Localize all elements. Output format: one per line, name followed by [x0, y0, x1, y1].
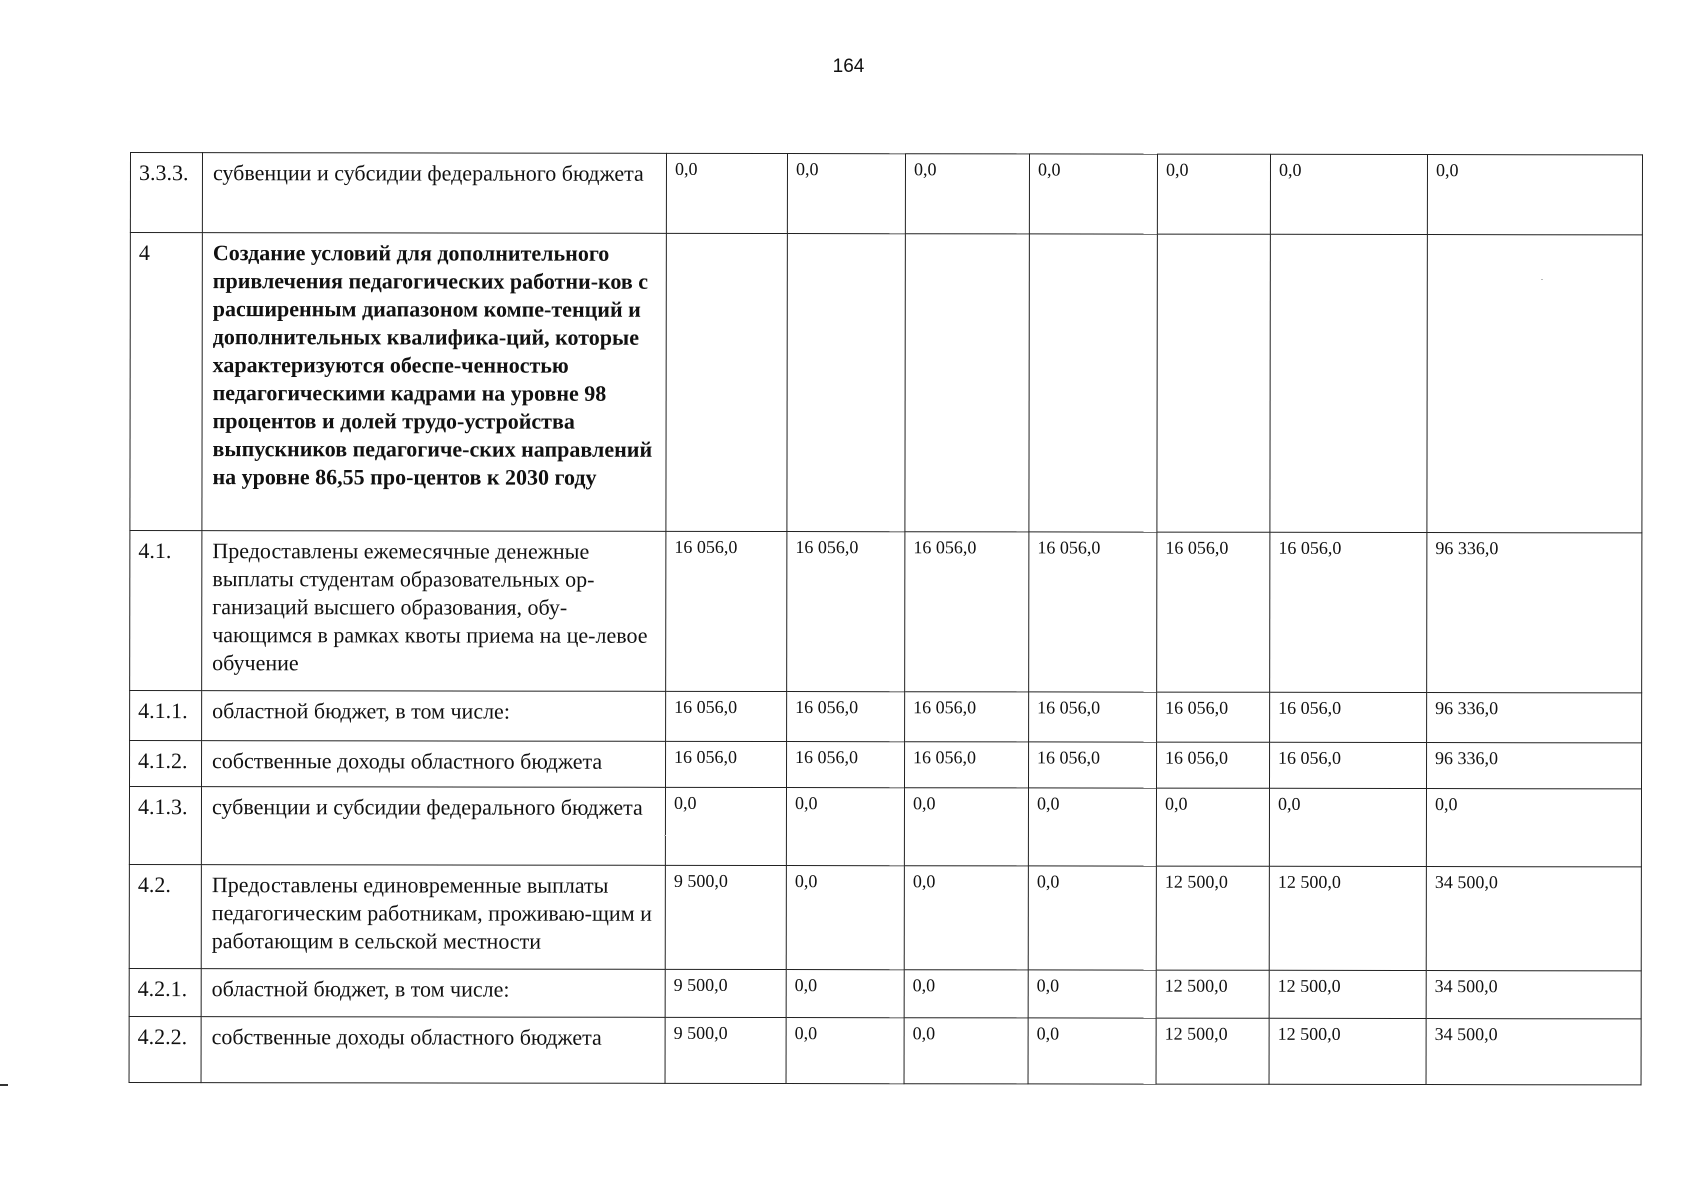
total-value-cell: 96 336,0 — [1427, 693, 1642, 743]
year-value-cell: 16 056,0 — [1157, 742, 1270, 788]
year-value-cell: 0,0 — [1270, 154, 1427, 234]
year-value-cell: 0,0 — [1028, 788, 1156, 866]
year-value-cell: 0,0 — [904, 866, 1028, 970]
table-row — [130, 741, 1642, 789]
year-value-cell: 12 500,0 — [1269, 866, 1426, 970]
year-value-cell: 16 056,0 — [787, 692, 905, 742]
year-value-cell — [1029, 234, 1157, 532]
year-value-cell: 0,0 — [1028, 1018, 1156, 1084]
year-value-cell: 0,0 — [1028, 866, 1156, 970]
year-value-cell: 16 056,0 — [666, 741, 787, 787]
row-name: Создание условий для дополнительного привлечения педагогических работни-ков с расширенным диапазоном компе-тенций и дополнительных квалифика-ций, которые характеризуются обеспе-ченностью педагогическими кадрами на уровне 98 процентов и долей трудо-устройства выпускников педагогиче-ских направлений на уровне 86,55 про-центов к 2030 году — [202, 233, 666, 532]
table-body — [129, 153, 1642, 1085]
total-value-cell: 34 500,0 — [1426, 867, 1641, 971]
year-value-cell: 0,0 — [666, 153, 787, 233]
row-name: Предоставлены единовременные выплаты педагогическим работникам, проживаю-щим и работающим в сельской местности — [201, 865, 665, 970]
row-name: субвенции и субсидии федерального бюджета — [201, 787, 665, 866]
year-value-cell: 0,0 — [786, 788, 904, 866]
year-value-cell: 0,0 — [665, 787, 786, 865]
year-value-cell: 0,0 — [905, 154, 1029, 234]
year-value-cell: 0,0 — [787, 154, 905, 234]
total-value-cell: 0,0 — [1427, 155, 1642, 235]
year-value-cell: 16 056,0 — [1157, 532, 1270, 692]
year-value-cell: 16 056,0 — [1270, 532, 1427, 692]
year-value-cell: 16 056,0 — [905, 692, 1029, 742]
year-value-cell: 16 056,0 — [1270, 692, 1427, 742]
year-value-cell — [1270, 234, 1427, 532]
year-value-cell: 12 500,0 — [1269, 970, 1426, 1018]
year-value-cell: 0,0 — [1156, 788, 1269, 866]
year-value-cell: 16 056,0 — [666, 531, 787, 691]
year-value-cell: 0,0 — [786, 1018, 904, 1084]
total-value-cell: 34 500,0 — [1426, 971, 1641, 1019]
year-value-cell: 12 500,0 — [1269, 1018, 1426, 1084]
year-value-cell: 16 056,0 — [1157, 692, 1270, 742]
scan-speck — [1541, 279, 1543, 280]
year-value-cell — [1157, 234, 1270, 532]
table-row — [130, 233, 1642, 533]
total-value-cell: 96 336,0 — [1427, 743, 1642, 789]
table-row — [130, 691, 1642, 743]
year-value-cell — [787, 234, 905, 532]
budget-table — [129, 152, 1643, 1085]
year-value-cell: 16 056,0 — [1270, 742, 1427, 788]
row-name: Предоставлены ежемесячные денежные выплаты студентам образовательных ор-ганизаций высшего образования, обу-чающимся в рамках квоты приема на це-левое обучение — [202, 531, 666, 692]
row-number: 4.1.3. — [129, 787, 201, 865]
year-value-cell: 0,0 — [904, 788, 1028, 866]
row-name: собственные доходы областного бюджета — [202, 741, 666, 788]
year-value-cell: 16 056,0 — [787, 532, 905, 692]
year-value-cell — [666, 233, 787, 531]
year-value-cell — [905, 234, 1029, 532]
row-number: 4.2.2. — [129, 1016, 201, 1082]
year-value-cell: 0,0 — [1029, 154, 1157, 234]
year-value-cell: 0,0 — [1269, 788, 1426, 866]
row-name: областной бюджет, в том числе: — [202, 691, 666, 742]
row-number: 4.2. — [129, 864, 201, 968]
total-value-cell: 96 336,0 — [1427, 533, 1642, 693]
year-value-cell: 16 056,0 — [666, 691, 787, 741]
year-value-cell: 0,0 — [1157, 154, 1270, 234]
row-name: собственные доходы областного бюджета — [201, 1017, 665, 1084]
year-value-cell: 9 500,0 — [665, 865, 786, 969]
year-value-cell: 12 500,0 — [1156, 866, 1269, 970]
table-row — [129, 864, 1641, 970]
total-value-cell — [1427, 235, 1642, 533]
year-value-cell: 0,0 — [1028, 970, 1156, 1018]
year-value-cell: 0,0 — [904, 1018, 1028, 1084]
row-number: 4 — [130, 233, 202, 531]
row-number: 4.1. — [130, 531, 202, 691]
row-name: субвенции и субсидии федерального бюджета — [202, 153, 666, 234]
table-row — [129, 968, 1641, 1018]
year-value-cell: 16 056,0 — [1029, 532, 1157, 692]
total-value-cell: 0,0 — [1426, 789, 1641, 867]
year-value-cell: 9 500,0 — [665, 1017, 786, 1083]
year-value-cell: 16 056,0 — [1029, 742, 1157, 788]
table-row — [130, 153, 1642, 235]
table-row — [129, 1016, 1641, 1084]
row-name: областной бюджет, в том числе: — [201, 969, 665, 1018]
year-value-cell: 0,0 — [786, 970, 904, 1018]
total-value-cell: 34 500,0 — [1426, 1019, 1641, 1085]
table-row — [130, 531, 1642, 693]
table-row — [129, 787, 1641, 867]
year-value-cell: 12 500,0 — [1156, 970, 1269, 1018]
year-value-cell: 16 056,0 — [905, 532, 1029, 692]
year-value-cell: 0,0 — [904, 970, 1028, 1018]
year-value-cell: 0,0 — [786, 866, 904, 970]
scan-margin-mark — [0, 1084, 8, 1086]
year-value-cell: 12 500,0 — [1156, 1018, 1269, 1084]
row-number: 4.1.1. — [130, 691, 202, 741]
year-value-cell: 16 056,0 — [1029, 692, 1157, 742]
year-value-cell: 16 056,0 — [787, 742, 905, 788]
row-number: 4.1.2. — [130, 741, 202, 787]
scan-speck — [664, 835, 666, 836]
year-value-cell: 9 500,0 — [665, 969, 786, 1017]
row-number: 3.3.3. — [130, 153, 202, 233]
row-number: 4.2.1. — [129, 968, 201, 1016]
year-value-cell: 16 056,0 — [905, 742, 1029, 788]
page-number: 164 — [832, 56, 865, 77]
